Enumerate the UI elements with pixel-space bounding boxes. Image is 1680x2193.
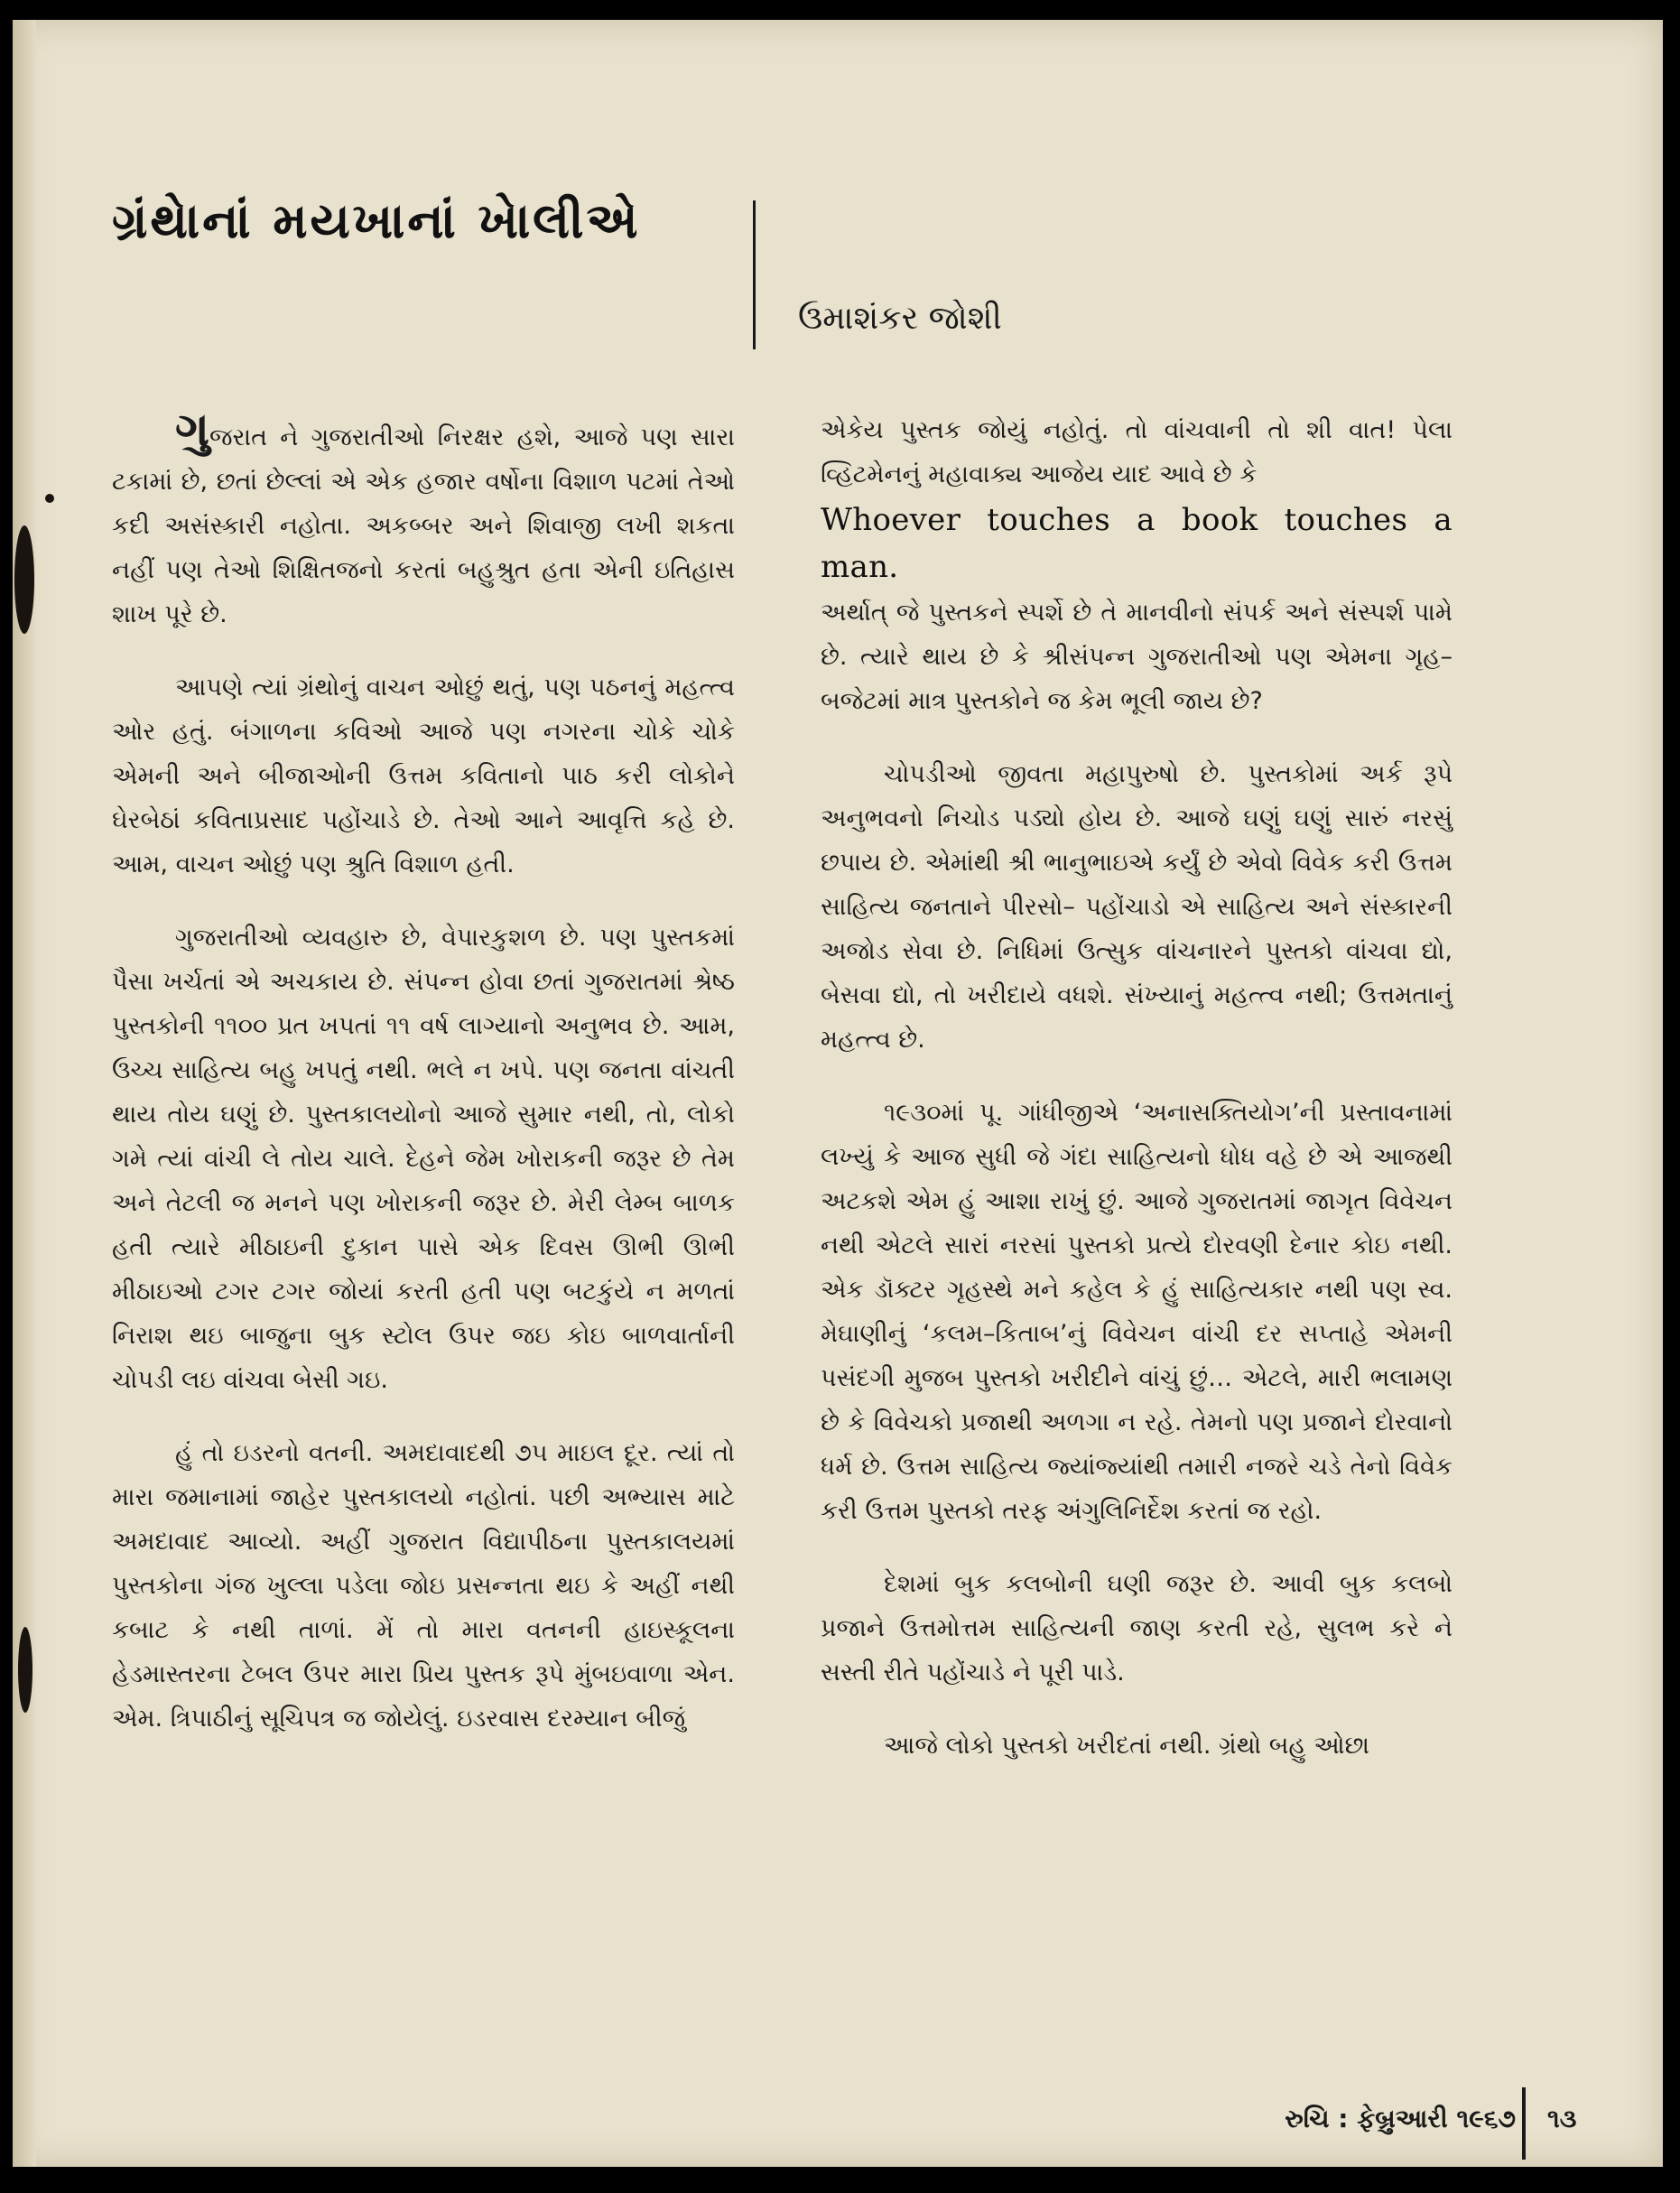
- article-author: ઉમાશંકર જોશી: [798, 300, 1002, 337]
- left-paragraph-1: [112, 403, 735, 637]
- title-divider: [753, 200, 756, 349]
- left-paragraph-2: આપણે ત્યાં ગ્રંથોનું વાચન ઓછું થતું, પણ પઠનનું મહત્ત્વ ઓર હતું. બંગાળના કવિઓ આજે પણ નગરના ચોકે ચોકે એમની અને બીજાઓની ઉત્તમ કવિતાનો પાઠ કરી લોકોને ઘેરબેઠાં કવિતાપ્રસાદ પહોંચાડે છે. તેઓ આને આવૃત્તિ કહે છે. આમ, વાચન ઓછું પણ શ્રુતિ વિશાળ હતી.: [112, 674, 735, 878]
- footer-divider: [1522, 2087, 1526, 2160]
- ink-stain-bottom: [18, 1627, 32, 1713]
- ink-dot-left: [45, 494, 54, 503]
- right-paragraph-4: દેશમાં બુક કલબોની ઘણી જરૂર છે. આવી બુક કલબો પ્રજાને ઉત્તમોત્તમ સાહિત્યની જાણ કરતી રહે, સુલભ કરે ને સસ્તી રીતે પહોંચાડે ને પૂરી પાડે.: [821, 1570, 1453, 1687]
- page-footer: [1078, 2087, 1620, 2151]
- article-title: ગ્રંથેાનાં મયખાનાં ખેાલીએ: [112, 191, 641, 249]
- right-paragraph-1: [821, 408, 1453, 723]
- right-column: [821, 399, 1453, 1797]
- left-paragraph-1-text: જરાત ને ગુજરાતીઓ નિરક્ષર હશે, આજે પણ સારા ટકામાં છે, છતાં છેલ્લાં એ એક હજાર વર્ષોના વિશાળ પટમાં તેઓ કદી અસંસ્કારી નહોતા. અકબ્બર અને શિવાજી લખી શકતા નહીં પણ તેઓ શિક્ષિતજનો કરતાં બહુશ્રુત હતા એની ઇતિહાસ શાખ પૂરે છે.: [112, 423, 735, 628]
- right-paragraph-1-text-b: અર્થાત્ જે પુસ્તકને સ્પર્શે છે તે માનવીનો સંપર્ક અને સંસ્પર્શ પામે છે. ત્યારે થાય છે કે શ્રીસંપન્ન ગુજરાતીઓ પણ એમના ગૃહ–બજેટમાં માત્ર પુસ્તકોને જ કેમ ભૂલી જાય છે?: [821, 599, 1453, 715]
- ink-stain-top: [14, 525, 34, 634]
- right-paragraph-2: ચોપડીઓ જીવતા મહાપુરુષો છે. પુસ્તકોમાં અર્ક રૂપે અનુભવનો નિચોડ પડ્યો હોય છે. આજે ઘણું ઘણું સારું નરસું છપાય છે. એમાંથી શ્રી ભાનુભાઇએ કર્યું છે એવો વિવેક કરી ઉત્તમ સાહિત્ય જનતાને પીરસો– પહોંચાડો એ સાહિત્ય અને સંસ્કારની અજોડ સેવા છે. નિધિમાં ઉત્સુક વાંચનારને પુસ્તકો વાંચવા દ્યો, બેસવા દ્યો, તો ખરીદાયે વધશે. સંખ્યાનું મહત્ત્વ નથી; ઉત્તમતાનું મહત્ત્વ છે.: [821, 760, 1453, 1054]
- magazine-page: [13, 20, 1663, 2167]
- right-paragraph-3: ૧૯૩૦માં પૂ. ગાંધીજીએ ‘અનાસક્તિયોગ’ની પ્રસ્તાવનામાં લખ્યું કે આજ સુધી જે ગંદા સાહિત્યનો ધોધ વહે છે એ આજથી અટકશે એમ હું આશા રાખું છું. આજે ગુજરાતમાં જાગૃત વિવેચન નથી એટલે સારાં નરસાં પુસ્તકો પ્રત્યે દોરવણી દેનાર કોઇ નથી. એક ડૉક્ટર ગૃહસ્થે મને કહેલ કે હું સાહિત્યકાર નથી પણ સ્વ. મેઘાણીનું ‘કલમ–કિતાબ’નું વિવેચન વાંચી દર સપ્તાહે એમની પસંદગી મુજબ પુસ્તકો ખરીદીને વાંચું છું… એટલે, મારી ભલામણ છે કે વિવેચકો પ્રજાથી અળગા ન રહે. તેમનો પણ પ્રજાને દોરવાનો ધર્મ છે. ઉત્તમ સાહિત્ય જ્યાંજ્યાંથી તમારી નજરે ચડે તેનો વિવેક કરી ઉત્તમ પુસ્તકો તરફ અંગુલિનિર્દેશ કરતાં જ રહો.: [821, 1099, 1453, 1525]
- right-paragraph-1-text-a: એકેય પુસ્તક જોયું નહોતું. તો વાંચવાની તો શી વાત! પેલા વ્હિટમેનનું મહાવાક્ય આજેય યાદ આવે છે કે: [821, 416, 1453, 488]
- page-binding-edge: [13, 20, 36, 2167]
- drop-cap: ગુ: [175, 403, 209, 457]
- left-column: [112, 399, 735, 1770]
- left-paragraph-4: હું તો ઇડરનો વતની. અમદાવાદથી ૭૫ માઇલ દૂર. ત્યાં તો મારા જમાનામાં જાહેર પુસ્તકાલયો નહોતાં. પછી અભ્યાસ માટે અમદાવાદ આવ્યો. અહીં ગુજરાત વિદ્યાપીઠના પુસ્તકાલયમાં પુસ્તકોના ગંજ ખુલ્લા પડેલા જોઇ પ્રસન્નતા થઇ કે અહીં નથી કબાટ કે નથી તાળાં. મેં તો મારા વતનની હાઇસ્કૂલના હેડમાસ્તરના ટેબલ ઉપર મારા પ્રિય પુસ્તક રૂપે મુંબઇવાળા એન. એમ. ત્રિપાઠીનું સૂચિપત્ર જ જોયેલું. ઇડરવાસ દરમ્યાન બીજું: [112, 1439, 735, 1733]
- page-number: ૧૩: [1547, 2104, 1577, 2133]
- right-paragraph-5: આજે લોકો પુસ્તકો ખરીદતાં નથી. ગ્રંથો બહુ ઓછા: [884, 1732, 1370, 1760]
- footer-issue-label: રુચિ : ફેબ્રુઆરી ૧૯૬૭: [1285, 2104, 1516, 2133]
- left-paragraph-3: ગુજરાતીઓ વ્યવહારુ છે, વેપારકુશળ છે. પણ પુસ્તકમાં પૈસા ખર્ચતાં એ અચકાય છે. સંપન્ન હોવા છતાં ગુજરાતમાં શ્રેષ્ઠ પુસ્તકોની ૧૧૦૦ પ્રત ખપતાં ૧૧ વર્ષ લાગ્યાનો અનુભવ છે. આમ, ઉચ્ચ સાહિત્ય બહુ ખપતું નથી. ભલે ન ખપે. પણ જનતા વાંચતી થાય તોય ઘણું છે. પુસ્તકાલયોનો આજે સુમાર નથી, તો, લોકો ગમે ત્યાં વાંચી લે તોય ચાલે. દેહને જેમ ખોરાકની જરૂર છે તેમ અને તેટલી જ મનને પણ ખોરાકની જરૂર છે. મેરી લેમ્બ બાળક હતી ત્યારે મીઠાઇની દુકાન પાસે એક દિવસ ઊભી ઊભી મીઠાઇઓ ટગર ટગર જોયાં કરતી હતી પણ બટકુંયે ન મળતાં નિરાશ થઇ બાજુના બુક સ્ટોલ ઉપર જઇ કોઇ બાળવાર્તાની ચોપડી લઇ વાંચવા બેસી ગઇ.: [112, 924, 735, 1394]
- english-quote: Whoever touches a book touches a man.: [821, 502, 1453, 585]
